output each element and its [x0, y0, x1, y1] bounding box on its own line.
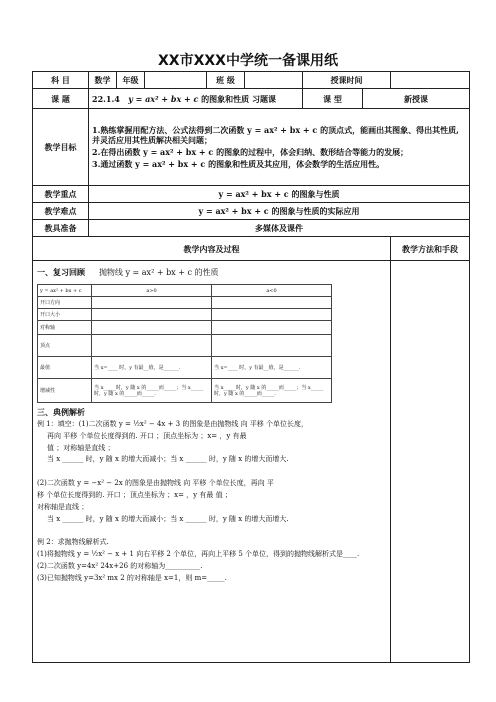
- goals-label: 教学目标: [33, 109, 89, 186]
- example-line: 例 2：求抛物线解析式.: [37, 538, 109, 547]
- lesson-plan-table: [32, 71, 470, 663]
- subject-value: 数学: [89, 72, 117, 89]
- row-label: 最值: [38, 357, 92, 379]
- topic-text: 的图象和性质 习题课: [201, 93, 276, 104]
- time-value: [391, 72, 470, 89]
- review-heading: 一、复习回顾: [37, 267, 85, 277]
- cell-aneg: [212, 309, 332, 321]
- example-line: 移 个单位长度得到的. 开口 ；顶点坐标为 ；x= ，y 有最 值 ；: [37, 490, 232, 499]
- type-value: 新授课: [363, 89, 470, 109]
- row-label: 开口方向: [38, 297, 92, 309]
- example-line: (1)将抛物线 y = ½x² − x + 1 向右平移 2 个单位，再向上平移 5 个单位，得到的抛物线解析式是____.: [37, 550, 360, 559]
- cell-apos: [92, 309, 212, 321]
- example-line: (2)二次函数 y=4x² 24x+26 的对称轴为__________.: [37, 561, 203, 570]
- tools-value: 多媒体及课件: [89, 220, 470, 237]
- cell-aneg: [212, 321, 332, 335]
- type-label: 课 型: [303, 89, 363, 109]
- cell-apos: [92, 321, 212, 335]
- cell-aneg: [212, 297, 332, 309]
- row-label: 对称轴: [38, 321, 92, 335]
- example-line: 例 1：填空：(1)二次函数 y = ½x² − 4x + 3 的图象是由抛物线 向 平移 个单位长度，: [37, 420, 309, 428]
- properties-header-aneg: a<0: [212, 285, 332, 297]
- grade-label: 年级: [117, 72, 145, 89]
- cell-aneg: 当 x=____ 时，y 有最__值，是______.: [212, 357, 332, 379]
- review-subtitle: 抛物线 y = ax² + bx + c 的性质: [98, 268, 219, 277]
- goal-item: 2.在得出函数 y = ax² + bx + c 的图象的过程中，体会归纳、数形结合等能力的发展；: [92, 147, 409, 157]
- example-line: (2)二次函数 y = −x² − 2x 的图象是由抛物线 向 平移 个单位长度，再向 平: [37, 479, 274, 488]
- example-line: 当 x ______ 时，y 随 x 的增大而减小；当 x ______ 时，y 随 x 的增大而增大.: [47, 514, 289, 523]
- subject-label: 科 目: [33, 72, 89, 89]
- cell-apos: [92, 335, 212, 357]
- example-line: 当 x ______ 时，y 随 x 的增大而减小；当 x ______ 时，y 随 x 的增大而增大.: [47, 455, 289, 464]
- row-label: 开口大小: [38, 309, 92, 321]
- topic-formula: y = ax² + bx + c: [128, 93, 199, 104]
- cell-aneg: 当 x_____时，y 随 x 的_____而_____；当 x_____时，y 随 x 的_____而_____.: [212, 379, 332, 403]
- review-section: [37, 267, 386, 278]
- topic-label: 课 题: [33, 89, 89, 109]
- methods-content: [391, 261, 470, 663]
- tools-label: 教具准备: [33, 220, 89, 237]
- goal-item: 3.通过函数 y = ax² + bx + c 的图象和性质及其应用，体会数学的生活应用性。: [92, 159, 385, 169]
- goals-content: [89, 109, 470, 186]
- class-value: [245, 72, 303, 89]
- grade-value: [145, 72, 207, 89]
- topic-number: 22.1.4: [92, 93, 120, 104]
- row-label: 增减性: [38, 379, 92, 403]
- example-line: 再向 平移 个单位长度得到的. 开口 ；顶点坐标为 ；x= ，y 有最: [47, 431, 247, 440]
- example-line: 值 ；对称轴是直线 ；: [47, 443, 115, 452]
- example-line: 对称轴是直线 ；: [37, 502, 89, 511]
- process-label: 教学内容及过程: [33, 237, 391, 261]
- process-content: [33, 261, 391, 663]
- examples-heading: 三、典例解析: [37, 407, 85, 417]
- properties-table: [37, 284, 332, 403]
- cell-aneg: [212, 335, 332, 357]
- difficulty-value: y = ax² + bx + c 的图象与性质的实际应用: [89, 203, 470, 220]
- goal-item: 1.熟练掌握用配方法、公式法得到二次函数 y = ax² + bx + c 的顶点式，能画出其图象、得出其性质,并灵活应用其性质解决相关问题；: [92, 125, 459, 145]
- document-title: XX市XXX中学统一备课用纸: [158, 53, 338, 69]
- properties-header-fn: y = ax² + bx + c: [38, 285, 92, 297]
- row-label: 顶点: [38, 335, 92, 357]
- methods-label: 教学方法和手段: [391, 237, 470, 261]
- difficulty-label: 教学难点: [33, 203, 89, 220]
- time-label: 授课时间: [303, 72, 391, 89]
- class-label: 班 级: [207, 72, 245, 89]
- cell-apos: [92, 297, 212, 309]
- cell-apos: 当 x=____ 时，y 有最__值，是______.: [92, 357, 212, 379]
- properties-header-apos: a>0: [92, 285, 212, 297]
- topic-value: [89, 89, 303, 109]
- focus-label: 教学重点: [33, 186, 89, 203]
- cell-apos: 当 x_____时，y 随 x 的_____而_____；当 x_____时，y 随 x 的_____而_____.: [92, 379, 212, 403]
- example-line: (3)已知抛物线 y=3x² mx 2 的对称轴是 x=1，则 m=_____.: [37, 573, 227, 582]
- focus-value: y = ax² + bx + c 的图象与性质: [89, 186, 470, 203]
